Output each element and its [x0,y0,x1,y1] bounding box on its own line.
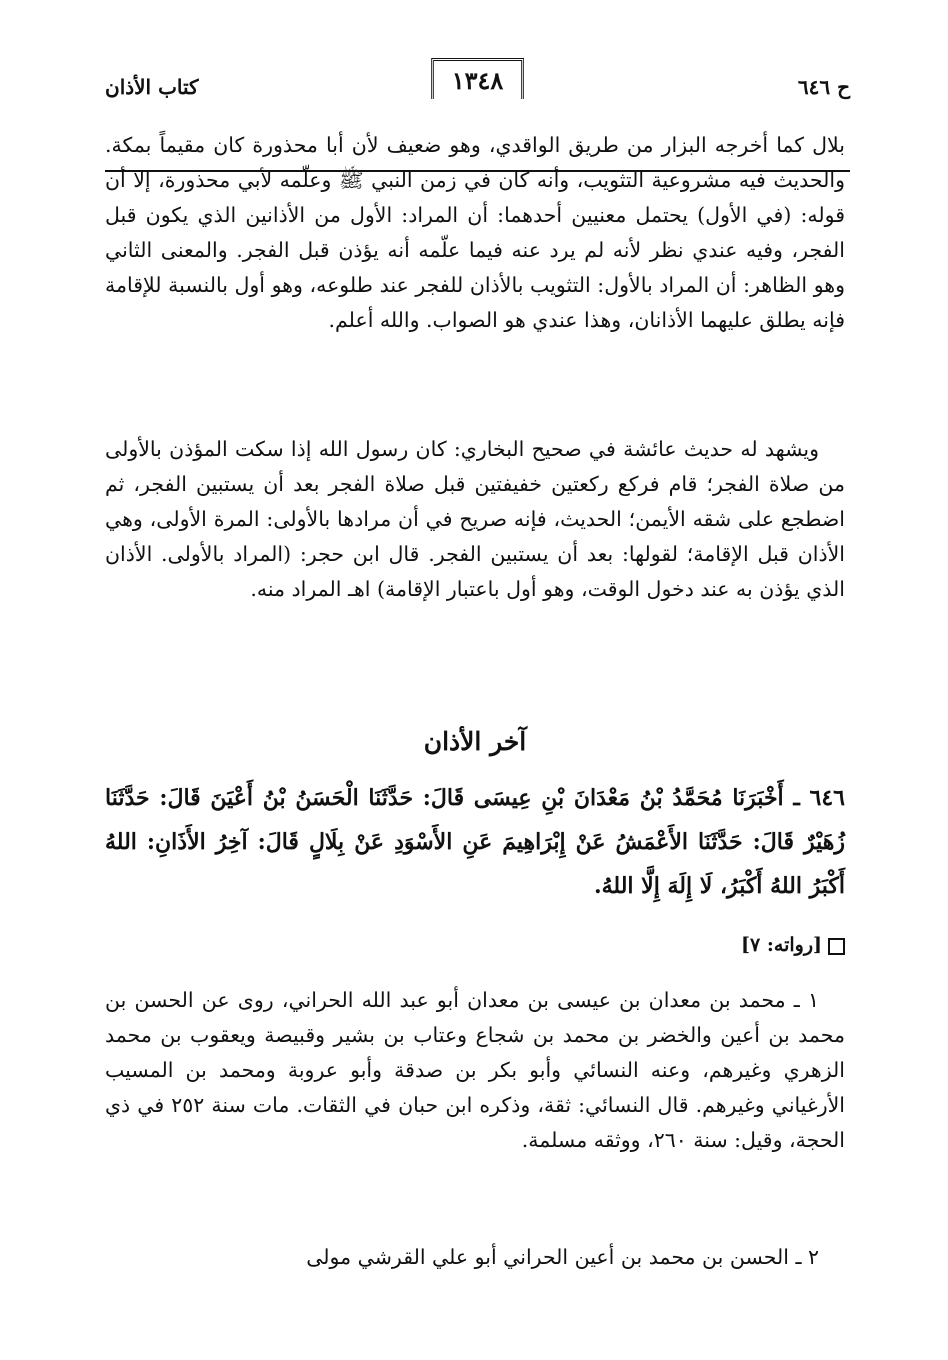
page-number: ١٣٤٨ [431,58,525,99]
narrator-text: ١ ـ محمد بن معدان بن عيسى بن معدان أبو عبد الله الحراني، روى عن الحسن بن محمد بن أعين والخضر بن محمد بن شجاع وعتاب بن بشير وقبيصة ويعقوب بن محمد الزهري وغيرهم، وعنه النسائي وأبو بكر بن صدقة وأبو عروبة ومحمد بن المسيب الأرغياني وغيرهم. قال النسائي: ثقة، وذكره ابن حبان في الثقات. مات سنة ٢٥٢ في ذي الحجة، وقيل: سنة ٢٦٠، ووثقه مسلمة. [105,988,845,1152]
book-title: كتاب الأذان [105,75,199,99]
commentary-paragraph-2 [105,432,845,607]
narrators-heading-label: [رواته: ٧] [741,934,822,956]
hadith-text-block [105,776,845,908]
narrator-entry-2 [105,1240,845,1275]
commentary-text: بلال كما أخرجه البزار من طريق الواقدي، وهو ضعيف لأن أبا محذورة كان مقيماً بمكة. والحديث فيه مشروعية التثويب، وأنه كان في زمن النبي ﷺ وعلّمه لأبي محذورة، إلا أن قوله: (في الأول) يحتمل معنيين أحدهما: أن المراد: الأول من الأذانين الذي يكون قبل الفجر، وفيه عندي نظر لأنه لم يرد عنه فيما علّمه أنه يؤذن قبل الفجر. والمعنى الثاني وهو الظاهر: أن المراد بالأول: التثويب بالأذان للفجر عند طلوعه، وهو أول بالنسبة للإقامة فإنه يطلق عليهما الأذانان، وهذا عندي هو الصواب. والله أعلم. [105,133,845,332]
hadith-reference: ح ٦٤٦ [797,75,850,99]
square-box-icon [828,938,845,955]
page-header [105,58,850,116]
section-title: آخر الأذان [423,727,527,756]
hadith-text: ٦٤٦ ـ أَخْبَرَنَا مُحَمَّدُ بْنُ مَعْدَانَ بْنِ عِيسَى قَالَ: حَدَّثَنَا الْحَسَنُ بْنُ أَعْيَنَ قَالَ: حَدَّثَنَا زُهَيْرٌ قَالَ: حَدَّثَنَا الأَعْمَشُ عَنْ إِبْرَاهِيمَ عَنِ الأَسْوَدِ عَنْ بِلَالٍ قَالَ: آخِرُ الأَذَانِ: اللهُ أَكْبَرُ اللهُ أَكْبَرُ، لَا إِلَهَ إِلَّا اللهُ. [105,785,845,899]
narrator-entry-1 [105,983,845,1158]
narrators-heading [741,930,845,960]
commentary-text: ويشهد له حديث عائشة في صحيح البخاري: كان رسول الله إذا سكت المؤذن بالأولى من صلاة الفجر؛ قام فركع ركعتين خفيفتين قبل صلاة الفجر بعد أن يستبين الفجر، ثم اضطجع على شقه الأيمن؛ الحديث، فإنه صريح في أن مرادها بالأولى: المرة الأولى، وهي الأذان قبل الإقامة؛ لقولها: بعد أن يستبين الفجر. قال ابن حجر: (المراد بالأولى. الأذان الذي يؤذن به عند دخول الوقت، وهو أول باعتبار الإقامة) اهـ المراد منه. [105,437,845,601]
narrator-text: ٢ ـ الحسن بن محمد بن أعين الحراني أبو علي القرشي مولى [306,1245,819,1269]
commentary-paragraph-1 [105,128,845,338]
